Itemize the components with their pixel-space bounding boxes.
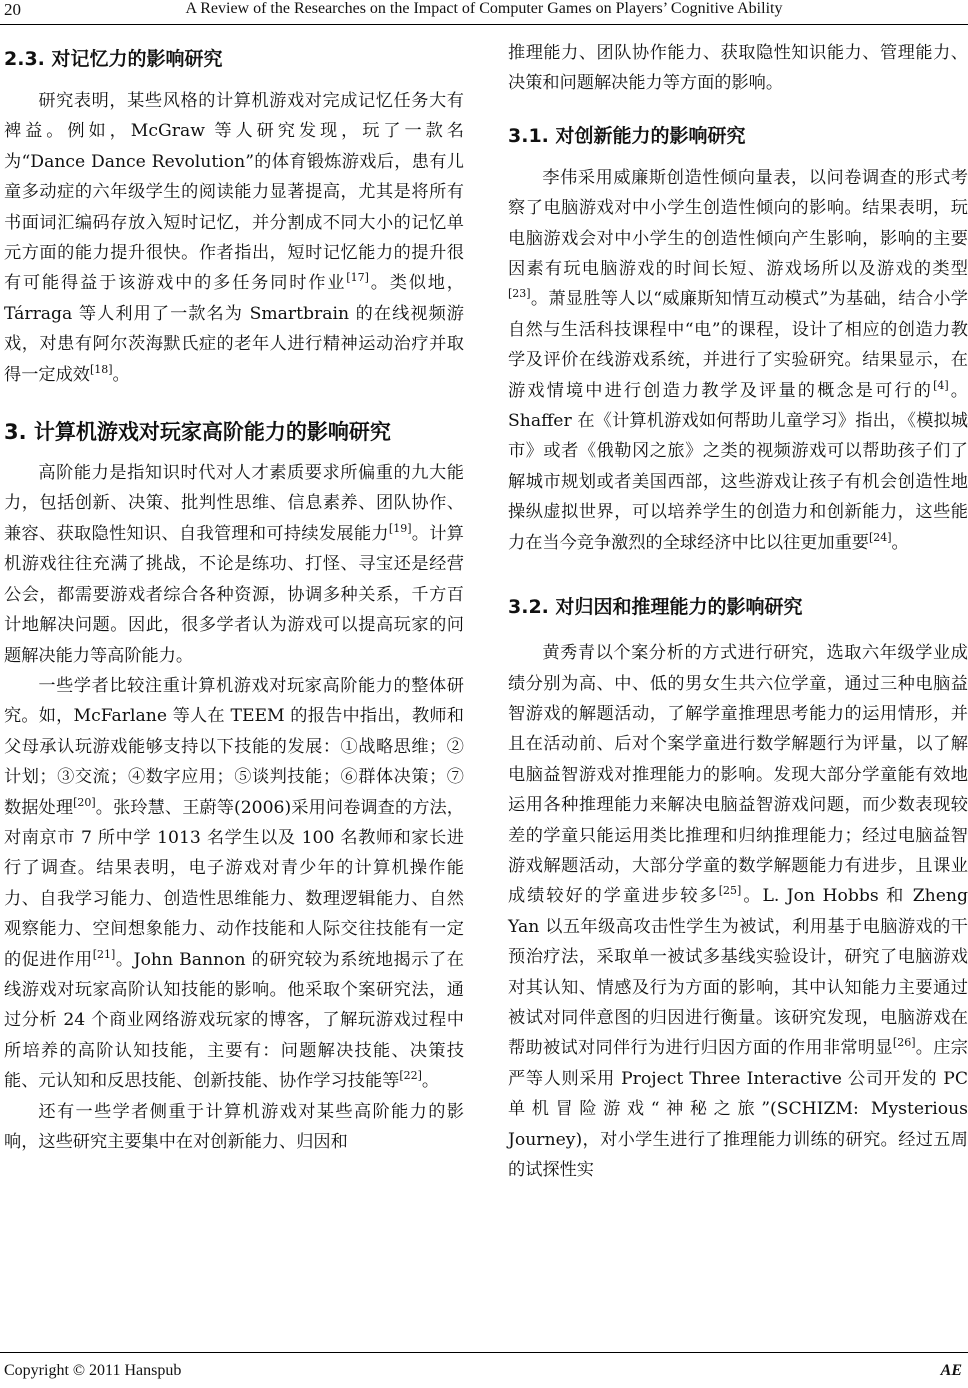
creativity-paragraph: 李伟采用威廉斯创造性倾向量表，以问卷调查的形式考察了电脑游戏对中小学生创造性倾向的影响。结果表明，玩电脑游戏会对中小学生的创造性倾向产生影响，影响的主要因素有玩电脑游戏的时间长短、游戏场所以及游戏的类型[23]。萧显胜等人以“威廉斯知情互动模式”为基础，结合小学自然与生活科技课程中“电”的课程，设计了相应的创造力教学及评价在线游戏系统，并进行了实验研究。结果显示，在游戏情境中进行创造力教学及评量的概念是可行的[4]。Shaffer 在《计算机游戏如何帮助儿童学习》指出，《模拟城市》或者《俄勒冈之旅》之类的视频游戏可以帮助孩子们了解城市规划或者美国西部，这些游戏让孩子有机会创造性地操纵虚拟世界，可以培养学生的创造力和创新能力，这些能力在当今竞争激烈的全球经济中比以往更加重要[24]。 <box>508 167 968 553</box>
specific-abilities-paragraph: 还有一些学者侧重于计算机游戏对某些高阶能力的影响，这些研究主要集中在对创新能力、归因和 <box>4 1101 464 1152</box>
citation: [23] <box>508 287 531 301</box>
overall-research-paragraph: 一些学者比较注重计算机游戏对玩家高阶能力的整体研究。如，McFarlane 等人在 TEEM 的报告中指出，教师和父母承认玩游戏能够支持以下技能的发展：①战略思维；②计划；③交流；④数字应用；⑤谈判技能；⑥群体决策；⑦数据处理[20]。张玲慧、王蔚等(2006)采用问卷调查的方法，对南京市 7 所中学 1013 名学生以及 100 名教师和家长进行了调查。结果表明，电子游戏对青少年的计算机操作能力、自我学习能力、创造性思维能力、数理逻辑能力、自然观察能力、空间想象能力、动作技能和人际交往技能有一定的促进作用[21]。John Bannon 的研究较为系统地揭示了在线游戏对玩家高阶认知技能的影响。他采取个案研究法，通过分析 24 个商业网络游戏玩家的博客，了解玩游戏过程中所培养的高阶认知技能，主要有：问题解决技能、决策技能、元认知和反思技能、创新技能、协作学习技能等[22]。 <box>4 675 464 1092</box>
journal-abbreviation: AE <box>940 1362 962 1379</box>
left-column <box>4 38 464 1157</box>
citation: [18] <box>89 362 113 376</box>
citation: [20] <box>73 795 96 809</box>
citation: [19] <box>388 521 412 535</box>
citation: [22] <box>399 1069 422 1083</box>
copyright-notice: Copyright © 2011 Hanspub <box>4 1362 182 1379</box>
citation: [25] <box>718 884 742 898</box>
citation: [24] <box>868 530 892 544</box>
section-2-3-heading: 2.3. 对记忆力的影响研究 <box>4 48 223 70</box>
footer-rule <box>0 1352 968 1353</box>
page-footer <box>0 1362 968 1386</box>
citation: [21] <box>92 947 116 961</box>
memory-paragraph: 研究表明，某些风格的计算机游戏对完成记忆任务大有裨益。例如，McGraw 等人研究发现，玩了一款名为“Dance Dance Revolution”的体育锻炼游戏后，患有儿童多动症的六年级学生的阅读能力显著提高，尤其是将所有书面词汇编码存放入短时记忆，并分割成不同大小的记忆单元方面的能力提升很快。作者指出，短时记忆能力的提升很有可能得益于该游戏中的多任务同时作业[17]。类似地，Tárraga 等人利用了一款名为 Smartbrain 的在线视频游戏，对患有阿尔茨海默氏症的老年人进行精神运动治疗并取得一定成效[18]。 <box>4 91 464 385</box>
right-column <box>508 38 968 1185</box>
continued-paragraph: 推理能力、团队协作能力、获取隐性知识能力、管理能力、决策和问题解决能力等方面的影响。 <box>508 43 968 94</box>
citation: [17] <box>346 271 369 285</box>
reasoning-paragraph: 黄秀青以个案分析的方式进行研究，选取六年级学业成绩分别为高、中、低的男女生共六位学童，通过三种电脑益智游戏的解题活动，了解学童推理思考能力的运用情形，并且在活动前、后对个案学童进行数学解题行为评量，以了解电脑益智游戏对推理能力的影响。发现大部分学童能有效地运用各种推理能力来解决电脑益智游戏问题，而少数表现较差的学童只能运用类比推理和归纳推理能力；经过电脑益智游戏解题活动，大部分学童的数学解题能力有进步，且课业成绩较好的学童进步较多[25]。L. Jon Hobbs 和 Zheng Yan 以五年级高攻击性学生为被试，利用基于电脑游戏的干预治疗法，采取单一被试多基线实验设计，研究了电脑游戏对其认知、情感及行为方面的影响，其中认知能力主要通过被试对同伴意图的归因进行衡量。该研究发现，电脑游戏在帮助被试对同伴行为进行归因方面的作用非常明显[26]。庄宗严等人则采用 Project Three Interactive 公司开发的 PC 单机冒险游戏“神秘之旅”(SCHIZM: Mysterious Journey)，对小学生进行了推理能力训练的研究。经过五周的试探性实 <box>508 643 968 1180</box>
section-3-heading: 3. 计算机游戏对玩家高阶能力的影响研究 <box>4 420 391 445</box>
header-rule <box>0 24 968 25</box>
citation: [4] <box>933 378 949 392</box>
running-title: A Review of the Researches on the Impact of Computer Games on Players’ Cognitive Ability <box>185 0 783 17</box>
section-3-2-heading: 3.2. 对归因和推理能力的影响研究 <box>508 596 803 619</box>
page-number: 20 <box>4 0 21 19</box>
section-3-1-heading: 3.1. 对创新能力的影响研究 <box>508 124 746 147</box>
citation: [26] <box>892 1036 916 1050</box>
higher-order-paragraph: 高阶能力是指知识时代对人才素质要求所偏重的九大能力，包括创新、决策、批判性思维、信息素养、团队协作、兼容、获取隐性知识、自我管理和可持续发展能力[19]。计算机游戏往往充满了挑战，不论是练功、打怪、寻宝还是经营公会，都需要游戏者综合各种资源，协调多种关系，千方百计地解决问题。因此，很多学者认为游戏可以提高玩家的问题解决能力等高阶能力。 <box>4 463 464 666</box>
